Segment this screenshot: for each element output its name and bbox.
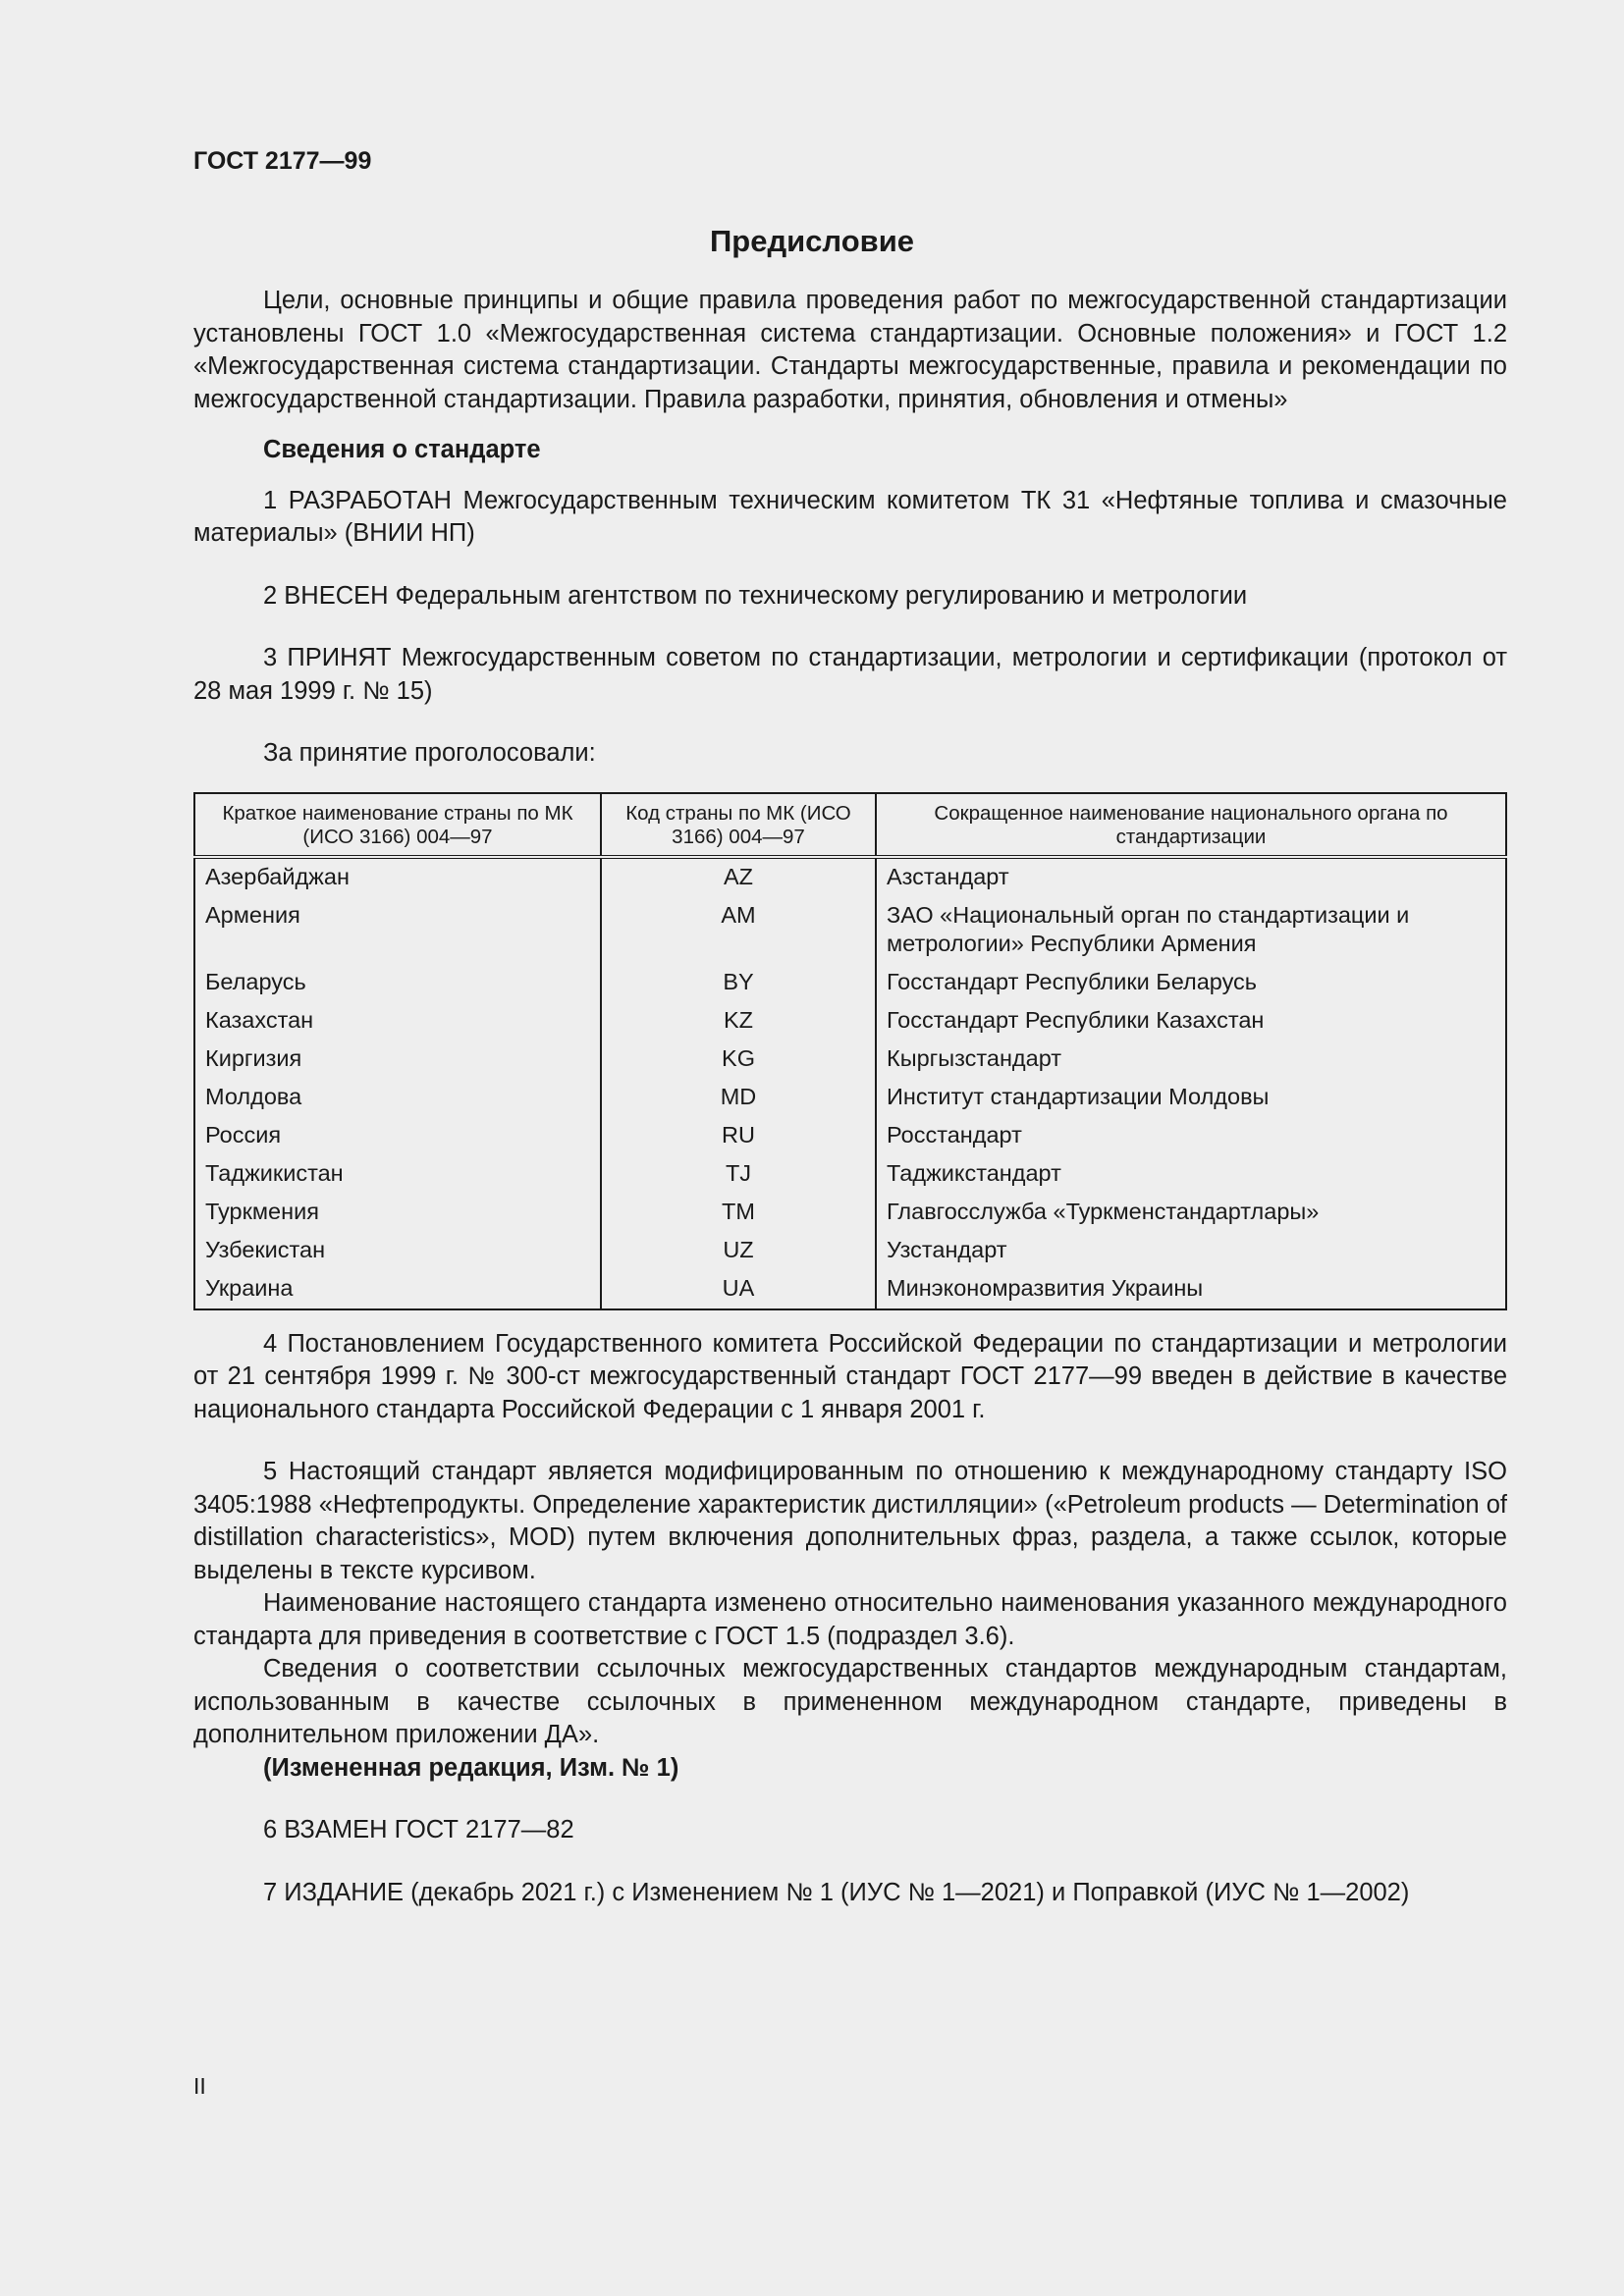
table-row	[194, 1002, 1506, 1041]
cell-country: Узбекистан	[205, 1236, 326, 1262]
cell-code: TM	[601, 1194, 876, 1232]
table-header-country: Краткое наименование страны по МК (ИСО 3166) 004—97	[194, 793, 601, 857]
cell-code: UA	[601, 1270, 876, 1309]
item-6: 6 ВЗАМЕН ГОСТ 2177—82	[263, 1816, 574, 1843]
cell-country: Туркмения	[205, 1198, 319, 1224]
item-5-paragraph-1: 5 Настоящий стандарт является модифицированным по отношению к международному стандарту ISO 3405:1988 «Нефтепродукты. Определение характеристик дистилляции» («Petroleum products — Determination of distillation characteristics», MOD) путем включения дополнительных фраз, раздела, а также ссылок, которые выделены в тексте курсивом.	[193, 1458, 1507, 1584]
cell-code: AM	[601, 897, 876, 964]
cell-body: Госстандарт Республики Беларусь	[876, 964, 1506, 1002]
cell-body: Минэкономразвития Украины	[876, 1270, 1506, 1309]
item-4: 4 Постановлением Государственного комитета Российской Федерации по стандартизации и метрологии от 21 сентября 1999 г. № 300-ст межгосударственный стандарт ГОСТ 2177—99 введен в действие в качестве национального стандарта Российской Федерации с 1 января 2001 г.	[193, 1329, 1507, 1423]
cell-body: ЗАО «Национальный орган по стандартизации и метрологии» Республики Армения	[876, 897, 1506, 964]
cell-country: Россия	[205, 1121, 282, 1148]
item-5-paragraph-3: Сведения о соответствии ссылочных межгосударственных стандартов международным стандартам, использованным в качестве ссылочных в примененном международном стандарте, приведены в дополнительном приложении ДА».	[193, 1655, 1507, 1748]
table-row	[194, 1232, 1506, 1270]
cell-code: KZ	[601, 1002, 876, 1041]
cell-country: Таджикистан	[205, 1159, 344, 1186]
item-3: 3 ПРИНЯТ Межгосударственным советом по стандартизации, метрологии и сертификации (протокол от 28 мая 1999 г. № 15)	[193, 644, 1507, 705]
table-row	[194, 1079, 1506, 1117]
cell-body: Кыргызстандарт	[876, 1041, 1506, 1079]
table-row	[194, 1194, 1506, 1232]
cell-code: AZ	[601, 857, 876, 897]
item-7: 7 ИЗДАНИЕ (декабрь 2021 г.) с Изменением № 1 (ИУС № 1—2021) и Поправкой (ИУС № 1—2002)	[263, 1878, 1410, 1906]
cell-country: Армения	[205, 901, 300, 928]
cell-code: TJ	[601, 1155, 876, 1194]
table-row	[194, 897, 1506, 964]
table-header-row	[194, 793, 1506, 857]
cell-body: Узстандарт	[876, 1232, 1506, 1270]
cell-body: Институт стандартизации Молдовы	[876, 1079, 1506, 1117]
cell-body: Азстандарт	[876, 857, 1506, 897]
table-row	[194, 1117, 1506, 1155]
vote-intro: За принятие проголосовали:	[263, 739, 596, 767]
cell-country: Молдова	[205, 1083, 302, 1109]
cell-code: BY	[601, 964, 876, 1002]
intro-paragraph: Цели, основные принципы и общие правила проведения работ по межгосударственной стандартизации установлены ГОСТ 1.0 «Межгосударственная система стандартизации. Основные положения» и ГОСТ 1.2 «Межгосударственная система стандартизации. Стандарты межгосударственные, правила и рекомендации по межгосударственной стандартизации. Правила разработки, принятия, обновления и отмены»	[193, 287, 1507, 413]
section-heading: Сведения о стандарте	[263, 436, 541, 463]
table-header-code: Код страны по МК (ИСО 3166) 004—97	[601, 793, 876, 857]
item-5-paragraph-2: Наименование настоящего стандарта изменено относительно наименования указанного международного стандарта для приведения в соответствие с ГОСТ 1.5 (подраздел 3.6).	[193, 1589, 1507, 1650]
page-number: II	[193, 2073, 206, 2099]
cell-country: Беларусь	[205, 968, 306, 994]
page-title: Предисловие	[709, 224, 914, 258]
table-row	[194, 1041, 1506, 1079]
table-row	[194, 1155, 1506, 1194]
cell-country: Киргизия	[205, 1044, 302, 1071]
table-row	[194, 857, 1506, 897]
cell-body: Росстандарт	[876, 1117, 1506, 1155]
cell-body: Главгосслужба «Туркменстандартлары»	[876, 1194, 1506, 1232]
amendment-note: (Измененная редакция, Изм. № 1)	[263, 1753, 679, 1782]
cell-code: MD	[601, 1079, 876, 1117]
cell-code: KG	[601, 1041, 876, 1079]
item-2: 2 ВНЕСЕН Федеральным агентством по техническому регулированию и метрологии	[263, 581, 1248, 610]
document-code: ГОСТ 2177—99	[193, 147, 372, 175]
cell-country: Азербайджан	[205, 863, 350, 889]
cell-country: Казахстан	[205, 1006, 314, 1033]
cell-body: Таджикстандарт	[876, 1155, 1506, 1194]
item-1: 1 РАЗРАБОТАН Межгосударственным техническим комитетом ТК 31 «Нефтяные топлива и смазочные материалы» (ВНИИ НП)	[193, 486, 1507, 547]
cell-code: UZ	[601, 1232, 876, 1270]
cell-body: Госстандарт Республики Казахстан	[876, 1002, 1506, 1041]
table-row	[194, 964, 1506, 1002]
voting-table	[193, 792, 1507, 1310]
cell-country: Украина	[205, 1274, 294, 1301]
table-header-body: Сокращенное наименование национального органа по стандартизации	[876, 793, 1506, 857]
foreword-content	[193, 285, 1507, 1909]
table-row	[194, 1270, 1506, 1309]
cell-code: RU	[601, 1117, 876, 1155]
